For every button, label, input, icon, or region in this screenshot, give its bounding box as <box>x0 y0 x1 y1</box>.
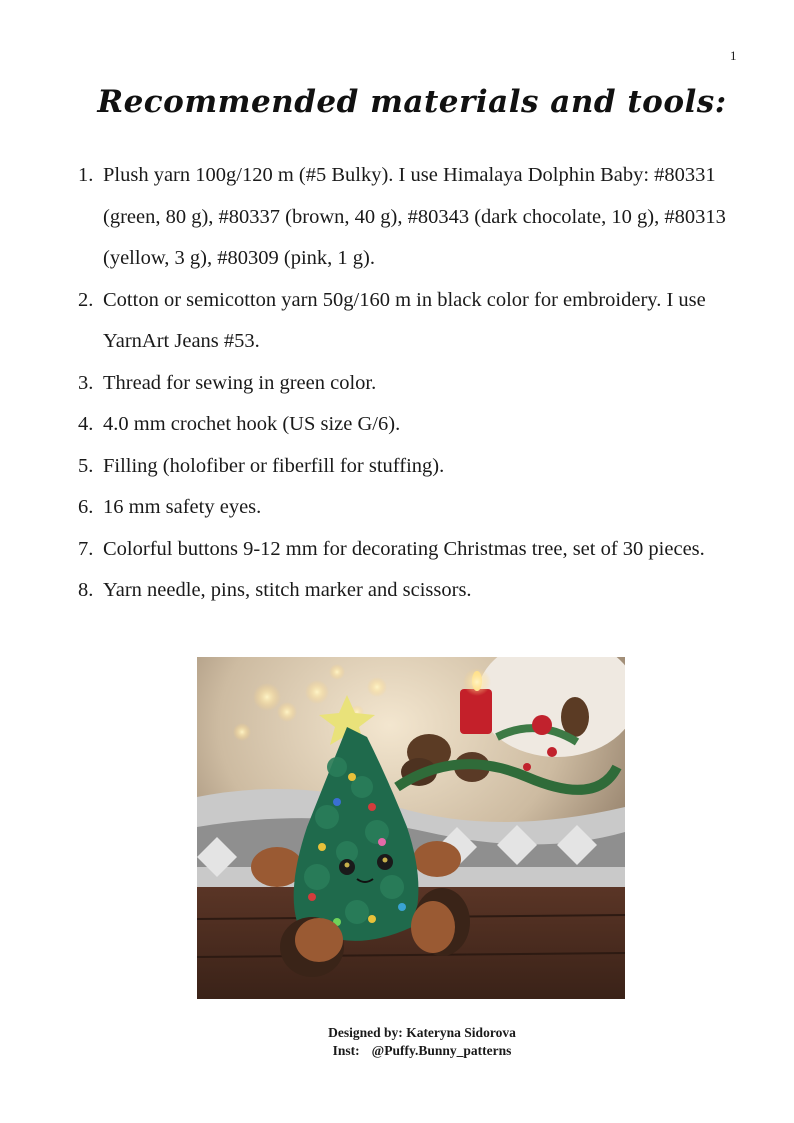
designed-by-label: Designed by: <box>328 1025 403 1040</box>
christmas-tree-toy-photo <box>197 657 625 999</box>
list-item <box>78 529 768 571</box>
list-item-number: 8. <box>78 579 94 601</box>
page-title: Recommended materials and tools: <box>97 84 727 120</box>
list-item <box>78 363 768 405</box>
list-item-text: Yarn needle, pins, stitch marker and scissors. <box>103 579 472 601</box>
list-item-number: 5. <box>78 454 94 477</box>
credits <box>0 1024 794 1060</box>
list-item-text: Filling (holofiber or fiberfill for stuffing). <box>103 454 445 477</box>
page-number: 1 <box>730 48 737 63</box>
list-item-number: 1. <box>78 164 94 186</box>
list-item <box>78 155 768 280</box>
list-item <box>78 446 768 488</box>
list-item-number: 4. <box>78 413 94 435</box>
list-item-number: 3. <box>78 371 94 394</box>
designer-name: Kateryna Sidorova <box>406 1025 516 1040</box>
list-item-text: 16 mm safety eyes. <box>103 496 262 518</box>
instagram-label: Inst: <box>332 1043 360 1058</box>
materials-list <box>78 155 768 612</box>
credits-instagram-row <box>0 1042 794 1060</box>
list-item <box>78 404 768 446</box>
list-item-text: Cotton or semicotton yarn 50g/160 m in black color for embroidery. I use YarnArt Jeans #53. <box>103 288 706 352</box>
list-item-number: 6. <box>78 496 94 518</box>
list-item <box>78 280 768 363</box>
list-item <box>78 570 768 612</box>
instagram-handle: @Puffy.Bunny_patterns <box>371 1043 512 1058</box>
red-candle <box>460 668 492 734</box>
list-item-text: Colorful buttons 9-12 mm for decorating Christmas tree, set of 30 pieces. <box>103 537 705 560</box>
list-item-number: 7. <box>78 537 94 560</box>
list-item-number: 2. <box>78 288 94 311</box>
credits-designer-row <box>0 1024 794 1042</box>
list-item-text: Plush yarn 100g/120 m (#5 Bulky). I use Himalaya Dolphin Baby: #80331 (green, 80 g), #80337 (brown, 40 g), #80343 (dark chocolate, 10 g), #80313 (yellow, 3 g), #80309 (pink, 1 g). <box>103 164 726 269</box>
list-item-text: Thread for sewing in green color. <box>103 371 377 394</box>
list-item-text: 4.0 mm crochet hook (US size G/6). <box>103 413 401 435</box>
list-item <box>78 487 768 529</box>
